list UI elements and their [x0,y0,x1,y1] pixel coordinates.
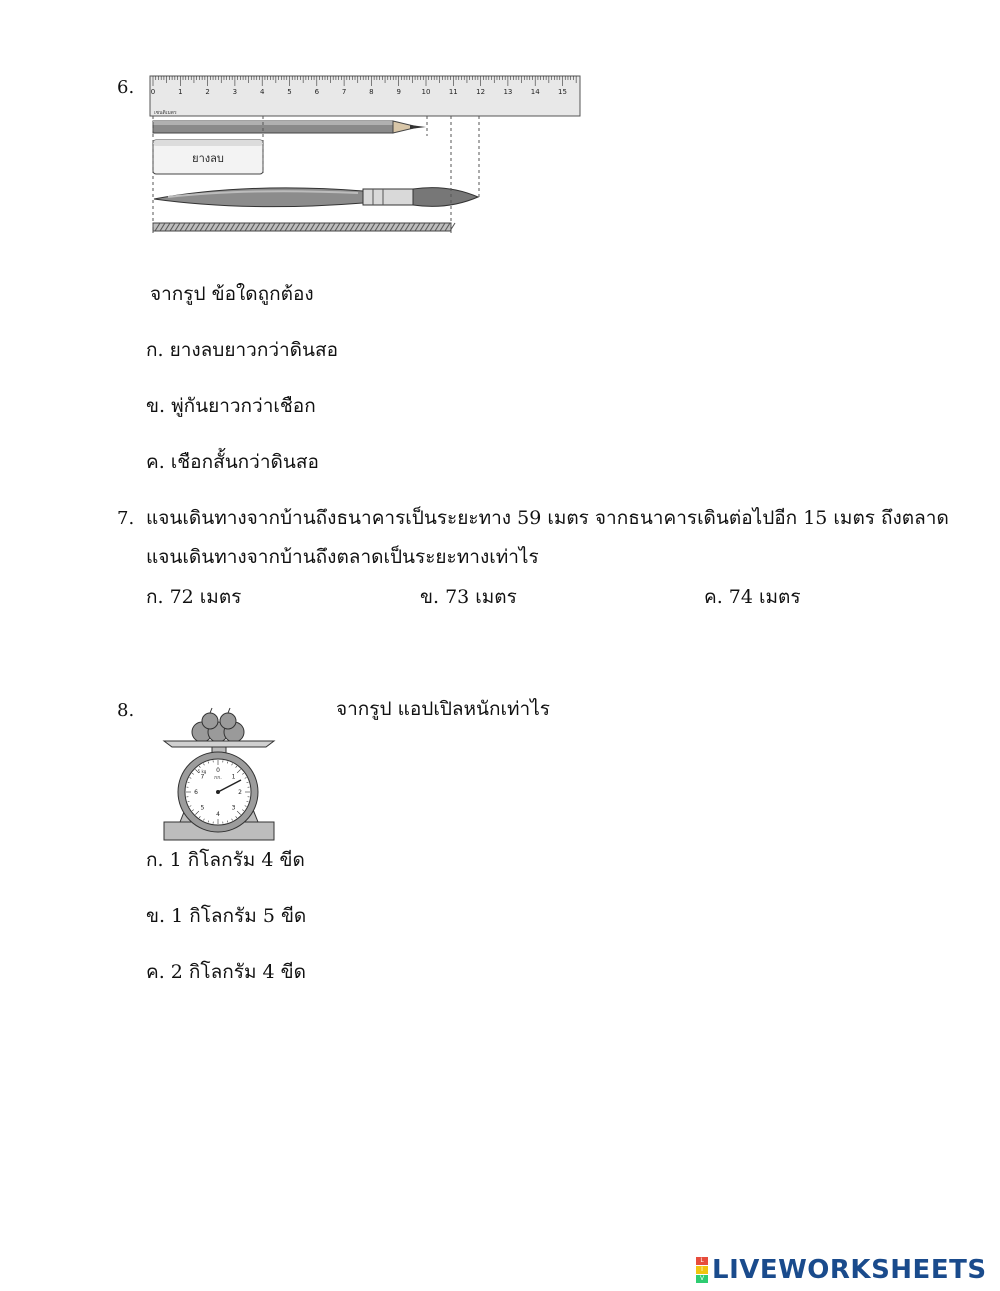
ruler-comparison-figure [148,74,588,244]
question-6-number: 6. [117,77,135,98]
question-6-option-c[interactable]: ค. เชือกสั้นกว่าดินสอ [146,451,319,473]
eraser [153,140,263,174]
question-8-option-a[interactable]: ก. 1 กิโลกรัม 4 ขีด [146,849,305,871]
dial-number: 4 [216,811,220,818]
ruler-tick-label: 14 [530,88,540,96]
ruler-tick-label: 7 [341,88,347,96]
pencil [153,121,426,133]
ruler-tick-label: 10 [421,88,431,96]
dial-number: 6 [194,789,198,796]
question-7-text-line2: แจนเดินทางจากบ้านถึงตลาดเป็นระยะทางเท่าไร [146,546,539,568]
rope [153,223,455,231]
guide-lines [153,116,479,234]
scale-plate [164,741,274,747]
ruler-figure-svg [148,74,588,244]
ruler-tick-label: 1 [178,88,183,96]
ruler-tick-label: 4 [259,88,265,96]
question-7-number: 7. [117,508,135,529]
question-7-text-line1: แจนเดินทางจากบ้านถึงธนาคารเป็นระยะทาง 59 เมตร จากธนาคารเดินต่อไปอีก 15 เมตร ถึงตลาด [146,507,949,529]
logo-blocks-icon [696,1257,708,1283]
logo-block-i: I [696,1266,708,1274]
ruler-tick-label: 8 [369,88,374,96]
logo-block-v: V [696,1275,708,1283]
ruler-tick-label: 6 [314,88,320,96]
question-7-option-c[interactable]: ค. 74 เมตร [704,586,801,608]
ruler-tick-label: 5 [287,88,292,96]
ruler-tick-label: 3 [232,88,238,96]
question-6-option-a[interactable]: ก. ยางลบยาวกว่าดินสอ [146,339,339,361]
dial-number: 1 [231,773,236,781]
ruler-tick-label: 2 [205,88,210,96]
logo-text: LIVEWORKSHEETS [712,1255,987,1285]
question-6-prompt: จากรูป ข้อใดถูกต้อง [150,283,314,305]
question-7-option-a[interactable]: ก. 72 เมตร [146,586,242,608]
ruler-tick-label: 15 [558,88,567,96]
ruler-tick-label: 11 [448,88,458,96]
dial-number: 5 [200,804,205,812]
logo-block-l: L [696,1257,708,1265]
dial-number: 0 [216,767,220,774]
question-6-option-b[interactable]: ข. พู่กันยาวกว่าเชือก [146,395,316,417]
question-8-prompt: จากรูป แอปเปิลหนักเท่าไร [336,698,550,720]
question-8-number: 8. [117,700,135,721]
ruler-tick-label: 0 [150,88,156,96]
kitchen-scale-svg [158,702,280,844]
dial-number: 2 [238,789,242,796]
ruler-tick-label: 13 [503,88,513,96]
dial-capacity-label: 5 kg [197,769,207,774]
dial-number: 3 [231,804,236,812]
ruler-unit-label: เซนติเมตร [154,110,177,116]
question-8-option-c[interactable]: ค. 2 กิโลกรัม 4 ขีด [146,961,306,983]
paintbrush [154,188,478,207]
ruler-tick-label: 9 [396,88,401,96]
liveworksheets-logo[interactable] [696,1255,987,1285]
kitchen-scale-figure [158,702,280,844]
question-7-option-b[interactable]: ข. 73 เมตร [420,586,517,608]
question-8-option-b[interactable]: ข. 1 กิโลกรัม 5 ขีด [146,905,307,927]
dial-unit-label: กก. [214,775,222,781]
dial-number: 7 [200,773,205,781]
ruler-tick-label: 12 [476,88,486,96]
ruler-body [150,76,580,116]
apples [192,708,244,742]
eraser-label: ยางลบ [192,152,224,165]
